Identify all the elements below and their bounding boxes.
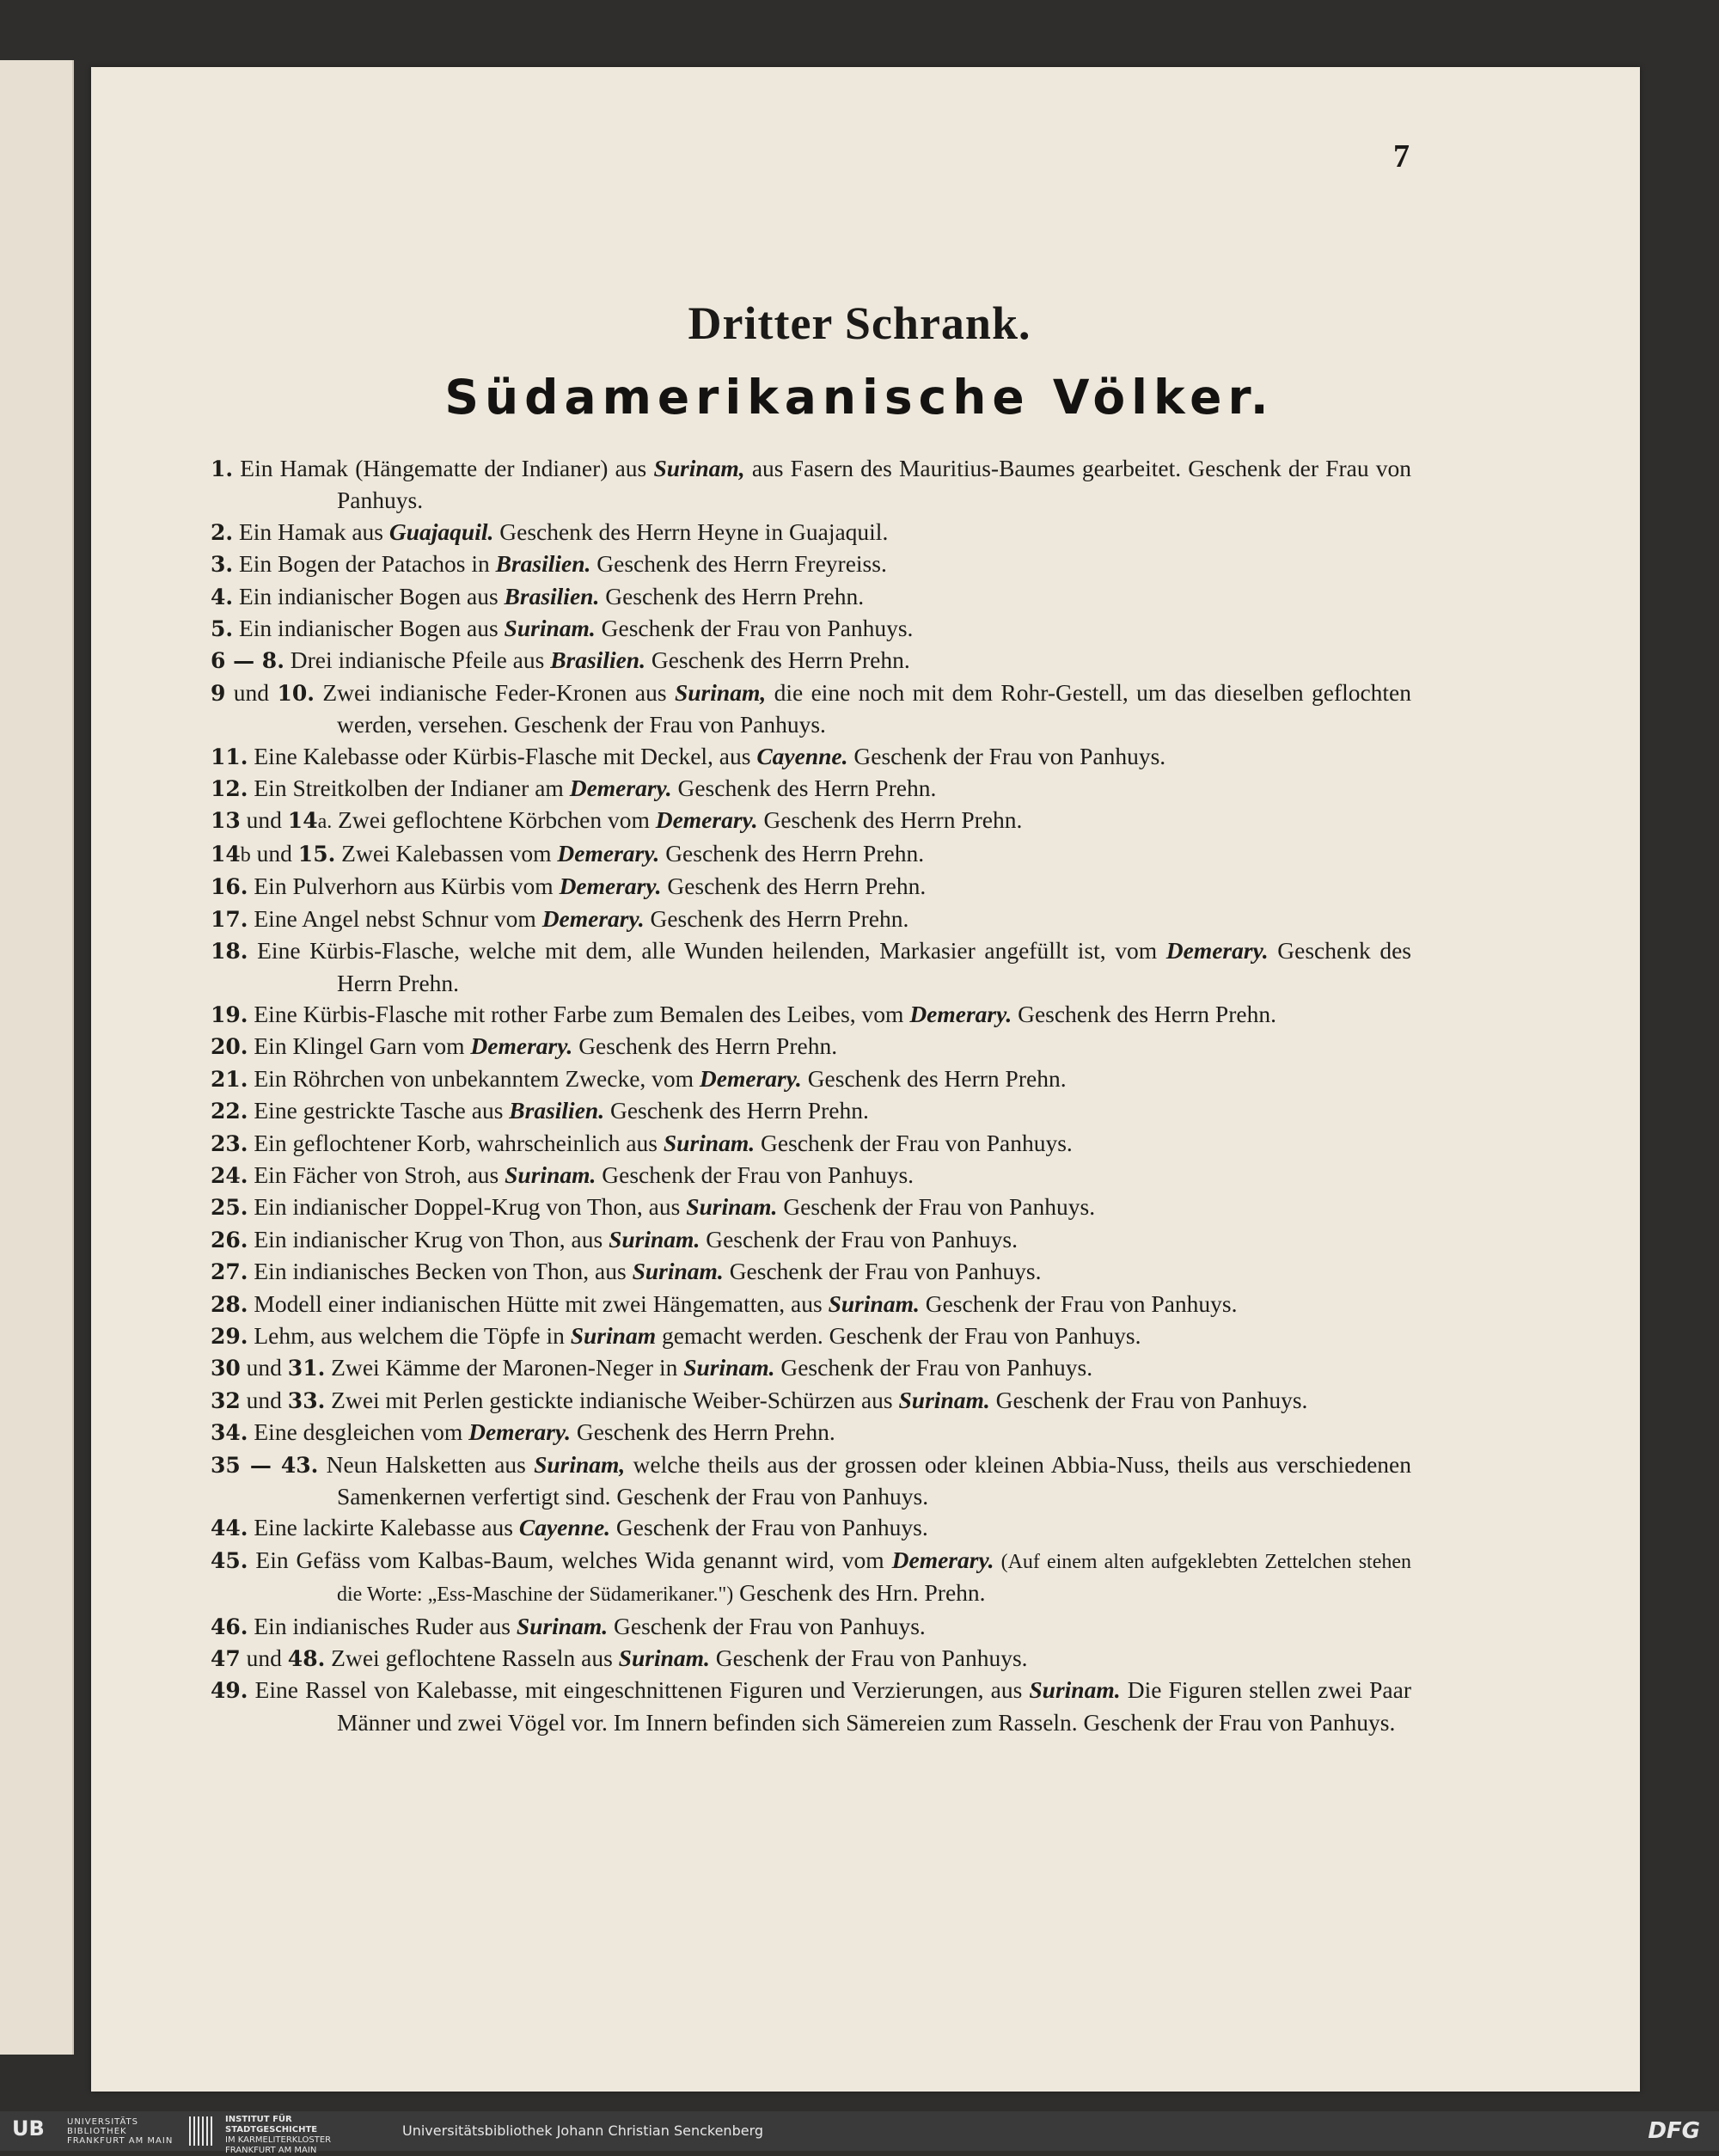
adjacent-page-edge: [0, 60, 74, 2055]
catalog-entry: [211, 1191, 1411, 1223]
catalog-entry: [211, 1320, 1411, 1352]
entry-text: Ein Klingel Garn vom: [248, 1032, 471, 1060]
entry-place: Cayenne.: [756, 742, 848, 769]
entry-text: Geschenk der Frau von Panhuys.: [700, 1225, 1018, 1253]
entry-text: Geschenk der Frau von Panhuys.: [989, 1386, 1308, 1413]
entry-text: Zwei mit Perlen gestickte indianische Weiber-Schürzen aus: [325, 1386, 899, 1413]
entry-text: und: [250, 839, 298, 867]
entry-place: Demerary.: [468, 1418, 571, 1446]
entry-place: Surinam.: [505, 1161, 596, 1188]
entry-text: Zwei Kalebassen vom: [335, 839, 558, 867]
entry-place: Brasilien.: [504, 582, 600, 609]
entry-place: Surinam.: [828, 1289, 920, 1317]
entry-text: Geschenk des Herrn Prehn.: [572, 1032, 838, 1060]
catalog-entry: [211, 1545, 1411, 1611]
entry-place: Demerary.: [1165, 937, 1269, 965]
ub-logo[interactable]: UB: [12, 2116, 45, 2141]
entry-text: aus Fasern des Mauritius-Baumes gearbeitet. Geschenk der Frau von Panhuys.: [337, 455, 1411, 514]
catalog-entry: [211, 1256, 1411, 1288]
entry-number: 16.: [211, 874, 248, 900]
page-number: 7: [1393, 138, 1410, 175]
entry-text: Zwei indianische Feder-Kronen aus: [314, 678, 675, 706]
catalog-entry: [211, 871, 1411, 903]
entry-place: Surinam,: [674, 678, 767, 706]
entry-text: Ein indianischer Bogen aus: [233, 582, 505, 609]
catalog-entry: [211, 1095, 1411, 1127]
entry-text: Geschenk der Frau von Panhuys.: [608, 1612, 926, 1639]
entry-place: Demerary.: [557, 839, 660, 867]
entry-number: 25.: [211, 1195, 248, 1221]
catalog-entry: [211, 677, 1411, 741]
entry-text: Eine Kürbis-Flasche, welche mit dem, alle Wunden heilenden, Markasier angefüllt ist, vom: [248, 937, 1166, 965]
catalog-entry: [211, 1352, 1411, 1384]
entry-place: Surinam.: [686, 1193, 778, 1221]
catalog-entry: [211, 645, 1411, 677]
entry-text: und: [240, 1386, 288, 1413]
entry-text: Geschenk der Frau von Panhuys.: [596, 1161, 915, 1188]
section-subheading: Südamerikanische Völker.: [444, 370, 1275, 425]
entry-text: Geschenk der Frau von Panhuys.: [755, 1129, 1073, 1156]
entry-text: Geschenk des Herrn Prehn.: [337, 937, 1412, 996]
entry-text: gemacht werden. Geschenk der Frau von Panhuys.: [656, 1321, 1141, 1349]
entry-text: Geschenk des Herrn Prehn.: [757, 806, 1023, 834]
catalog-entry: [211, 453, 1411, 517]
section-heading: Dritter Schrank.: [688, 297, 1031, 349]
catalog-entry: [211, 1063, 1411, 1095]
entry-text: und: [240, 1645, 288, 1672]
entry-text: (Auf einem alten aufgeklebten Zettelchen stehen die Worte: „Ess-Maschine der Südamerikaner."): [337, 1550, 1412, 1607]
entry-text: Geschenk der Frau von Panhuys.: [723, 1258, 1042, 1285]
entry-text: 10.: [277, 680, 315, 706]
entry-number: 12.: [211, 776, 248, 802]
catalog-entry: [211, 838, 1411, 871]
entry-place: Demerary.: [559, 873, 662, 900]
entry-number: 26.: [211, 1227, 248, 1253]
entry-text: Geschenk des Herrn Freyreiss.: [590, 550, 887, 578]
entry-place: Surinam: [570, 1321, 657, 1349]
entry-number: 21.: [211, 1066, 248, 1092]
entry-number: 35 — 43.: [211, 1452, 319, 1478]
entry-text: Ein Hamak aus: [233, 518, 389, 545]
catalog-entry: [211, 1417, 1411, 1449]
entry-text: Eine Kalebasse oder Kürbis-Flasche mit Deckel, aus: [248, 742, 757, 769]
entry-text: Geschenk des Herrn Prehn.: [1012, 1000, 1276, 1027]
catalog-entry: [211, 1643, 1411, 1675]
catalog-entry: [211, 1385, 1411, 1417]
entry-number: 24.: [211, 1162, 248, 1188]
entry-text: Geschenk des Herrn Prehn.: [599, 582, 865, 609]
entry-text: Modell einer indianischen Hütte mit zwei Hängematten, aus: [248, 1289, 829, 1317]
entry-text: Ein Röhrchen von unbekanntem Zwecke, vom: [248, 1064, 700, 1092]
entry-place: Demerary.: [699, 1064, 802, 1092]
entry-text: Ein indianischer Bogen aus: [233, 615, 505, 642]
entry-place: Surinam,: [653, 455, 745, 481]
viewer-footer-bar: [0, 2111, 1719, 2155]
entry-number: 29.: [211, 1323, 248, 1349]
entry-text: 48.: [287, 1646, 326, 1672]
entry-text: Ein indianisches Ruder aus: [248, 1612, 517, 1639]
entry-number: 3.: [211, 552, 234, 578]
catalog-entry: [211, 741, 1411, 773]
entry-text: Ein geflochtener Korb, wahrscheinlich aus: [248, 1129, 664, 1156]
ub-name: UNIVERSITÄTS BIBLIOTHEK FRANKFURT AM MAIN: [67, 2117, 174, 2146]
entry-text: Geschenk des Herrn Prehn.: [801, 1064, 1067, 1092]
entry-text: Eine desgleichen vom: [248, 1418, 469, 1446]
entry-place: Demerary.: [470, 1032, 573, 1060]
catalog-entry: [211, 805, 1411, 837]
catalog-entry: [211, 935, 1411, 999]
entry-text: Eine Kürbis-Flasche mit rother Farbe zum Bemalen des Leibes, vom: [248, 1000, 910, 1027]
entry-place: Surinam.: [683, 1354, 775, 1381]
entry-number: 2.: [211, 519, 234, 545]
entry-place: Brasilien.: [550, 646, 645, 674]
entry-text: Ein indianischer Krug von Thon, aus: [248, 1225, 609, 1253]
entry-text: Geschenk des Herrn Heyne in Guajaquil.: [493, 518, 889, 545]
entry-number: 27.: [211, 1259, 248, 1285]
entry-place: Guajaquil.: [388, 518, 494, 545]
entry-text: Ein Gefäss vom Kalbas-Baum, welches Wida genannt wird, vom: [248, 1546, 892, 1573]
catalog-entry: [211, 1160, 1411, 1191]
entry-text: a.: [317, 811, 333, 834]
catalog-entry-list: [211, 453, 1411, 1738]
entry-text: Geschenk des Herrn Prehn.: [570, 1418, 835, 1446]
entry-text: Ein indianisches Becken von Thon, aus: [248, 1258, 633, 1285]
entry-number: 11.: [211, 744, 248, 769]
entry-text: Geschenk des Hrn. Prehn.: [733, 1579, 986, 1607]
entry-text: Geschenk des Herrn Prehn.: [659, 839, 925, 867]
entry-text: Geschenk der Frau von Panhuys.: [595, 615, 914, 642]
catalog-entry: [211, 1031, 1411, 1063]
entry-text: Geschenk der Frau von Panhuys.: [847, 742, 1166, 769]
catalog-entry: [211, 1289, 1411, 1320]
dfg-logo[interactable]: DFG: [1648, 2118, 1700, 2144]
entry-text: Geschenk der Frau von Panhuys.: [709, 1645, 1028, 1672]
entry-text: b: [240, 843, 251, 867]
catalog-entry: [211, 773, 1411, 805]
entry-place: Demerary.: [909, 1000, 1012, 1027]
entry-place: Surinam.: [663, 1129, 756, 1156]
entry-place: Brasilien.: [495, 550, 591, 578]
catalog-entry: [211, 613, 1411, 645]
entry-text: Ein Fächer von Stroh, aus: [248, 1161, 505, 1188]
entry-number: 49.: [211, 1678, 248, 1704]
entry-text: 14: [287, 808, 318, 834]
entry-number: 6 — 8.: [211, 648, 284, 674]
catalog-entry: [211, 1611, 1411, 1643]
entry-text: Zwei geflochtene Körbchen vom: [332, 806, 656, 834]
entry-place: Demerary.: [891, 1546, 994, 1573]
entry-text: Geschenk der Frau von Panhuys.: [774, 1354, 1093, 1381]
entry-text: Eine gestrickte Tasche aus: [248, 1097, 510, 1124]
catalog-entry: [211, 999, 1411, 1031]
entry-number: 32: [211, 1387, 241, 1413]
entry-place: Surinam.: [632, 1258, 724, 1285]
entry-place: Brasilien.: [509, 1097, 605, 1124]
entry-text: und: [240, 806, 288, 834]
entry-text: Geschenk des Herrn Prehn.: [645, 646, 910, 674]
entry-number: 23.: [211, 1130, 248, 1156]
entry-number: 4.: [211, 584, 234, 609]
catalog-entry: [211, 1512, 1411, 1544]
entry-place: Surinam.: [516, 1612, 609, 1639]
entry-text: 33.: [287, 1387, 326, 1413]
catalog-entry: [211, 1224, 1411, 1256]
entry-number: 1.: [211, 456, 234, 481]
entry-number: 22.: [211, 1099, 248, 1124]
entry-number: 45.: [211, 1547, 248, 1573]
entry-number: 9: [211, 680, 226, 706]
entry-number: 47: [211, 1646, 241, 1672]
entry-number: 20.: [211, 1034, 248, 1060]
institute-logo-icon[interactable]: [189, 2116, 215, 2146]
entry-number: 30: [211, 1356, 241, 1381]
entry-text: welche theils aus der grossen oder kleinen Abbia-Nuss, theils aus verschiedenen Samenkernen verfertigt sind. Geschenk der Frau von Panhuys.: [337, 1450, 1411, 1510]
entry-text: und: [240, 1354, 288, 1381]
entry-text: Geschenk des Herrn Prehn.: [644, 904, 909, 932]
entry-place: Demerary.: [655, 806, 758, 834]
entry-number: 17.: [211, 906, 248, 932]
catalog-entry: [211, 1128, 1411, 1160]
entry-number: 46.: [211, 1614, 248, 1639]
entry-text: Ein indianischer Doppel-Krug von Thon, aus: [248, 1193, 687, 1221]
entry-text: Ein Hamak (Hängematte der Indianer) aus: [233, 455, 654, 481]
entry-place: Demerary.: [541, 904, 645, 932]
entry-number: 13: [211, 808, 241, 834]
entry-text: Eine Angel nebst Schnur vom: [248, 904, 542, 932]
entry-text: Geschenk des Herrn Prehn.: [604, 1097, 869, 1124]
catalog-entry: [211, 581, 1411, 613]
entry-text: Zwei geflochtene Rasseln aus: [325, 1645, 619, 1672]
entry-text: Die Figuren stellen zwei Paar Männer und zwei Vögel vor. Im Innern befinden sich Sämereien zum Rasseln. Geschenk der Frau von Panhuys.: [337, 1676, 1411, 1736]
entry-number: 19.: [211, 1001, 248, 1027]
entry-text: Lehm, aus welchem die Töpfe in: [248, 1321, 571, 1349]
entry-text: Ein Bogen der Patachos in: [233, 550, 496, 578]
entry-number: 28.: [211, 1291, 248, 1317]
entry-text: Eine Rassel von Kalebasse, mit eingeschnittenen Figuren und Verzierungen, aus: [248, 1676, 1030, 1704]
entry-place: Cayenne.: [518, 1514, 611, 1541]
entry-place: Surinam.: [618, 1645, 710, 1672]
entry-text: Geschenk der Frau von Panhuys.: [919, 1289, 1238, 1317]
entry-text: Geschenk der Frau von Panhuys.: [610, 1514, 928, 1541]
entry-text: Geschenk des Herrn Prehn.: [661, 873, 927, 900]
entry-place: Demerary.: [569, 775, 672, 802]
entry-text: Drei indianische Pfeile aus: [284, 646, 551, 674]
entry-text: Neun Halsketten aus: [318, 1450, 535, 1478]
entry-text: 15.: [297, 841, 336, 867]
entry-number: 44.: [211, 1516, 248, 1541]
entry-text: Zwei Kämme der Maronen-Neger in: [325, 1354, 684, 1381]
entry-number: 34.: [211, 1420, 248, 1446]
entry-place: Surinam.: [898, 1386, 990, 1413]
catalog-entry: [211, 517, 1411, 548]
entry-text: und: [225, 678, 278, 706]
entry-number: 5.: [211, 616, 234, 642]
catalog-entry: [211, 903, 1411, 935]
entry-number: 14: [211, 841, 241, 867]
entry-text: Geschenk der Frau von Panhuys.: [777, 1193, 1096, 1221]
entry-text: 31.: [287, 1356, 326, 1381]
catalog-entry: [211, 1675, 1411, 1738]
catalog-entry: [211, 1449, 1411, 1513]
institute-name: INSTITUT FÜR STADTGESCHICHTE IM KARMELITERKLOSTER FRANKFURT AM MAIN: [225, 2115, 332, 2155]
library-credit[interactable]: Universitätsbibliothek Johann Christian Senckenberg: [402, 2122, 764, 2139]
entry-place: Surinam.: [504, 615, 596, 642]
entry-text: Eine lackirte Kalebasse aus: [248, 1514, 519, 1541]
catalog-entry: [211, 548, 1411, 580]
entry-text: die eine noch mit dem Rohr-Gestell, um das dieselben geflochten werden, versehen. Geschenk der Frau von Panhuys.: [337, 678, 1412, 738]
entry-text: Geschenk des Herrn Prehn.: [671, 775, 937, 802]
entry-text: Ein Streitkolben der Indianer am: [248, 775, 570, 802]
entry-number: 18.: [211, 939, 248, 965]
entry-text: Ein Pulverhorn aus Kürbis vom: [248, 873, 560, 900]
entry-place: Surinam,: [534, 1450, 626, 1478]
entry-place: Surinam.: [609, 1225, 700, 1253]
entry-place: Surinam.: [1029, 1676, 1121, 1704]
